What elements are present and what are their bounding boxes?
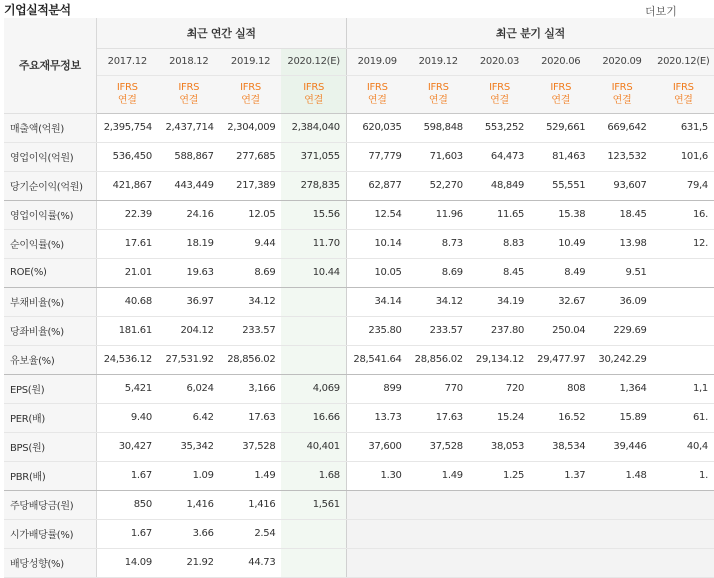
table-cell: 9.51 xyxy=(591,258,652,287)
table-cell xyxy=(469,490,530,519)
table-cell: 40.68 xyxy=(96,287,158,316)
table-cell: 19.63 xyxy=(158,258,220,287)
table-cell: 28,856.02 xyxy=(408,345,469,374)
table-row xyxy=(4,461,714,490)
table-cell: 9.40 xyxy=(96,403,158,432)
table-cell: 11.96 xyxy=(408,200,469,229)
table-cell: 8.83 xyxy=(469,229,530,258)
table-row xyxy=(4,490,714,519)
accounting-standard xyxy=(469,75,530,113)
table-cell: 28,856.02 xyxy=(220,345,282,374)
table-cell: 16.52 xyxy=(530,403,591,432)
table-cell: 250.04 xyxy=(530,316,591,345)
row-label: 당좌비율(%) xyxy=(4,316,96,345)
table-cell: 35,342 xyxy=(158,432,220,461)
table-cell: 22.39 xyxy=(96,200,158,229)
table-cell: 15.89 xyxy=(591,403,652,432)
table-row xyxy=(4,548,714,577)
table-row xyxy=(4,200,714,229)
table-cell: 34.12 xyxy=(408,287,469,316)
annual-header: 최근 연간 실적 xyxy=(96,18,346,48)
table-cell: 10.14 xyxy=(346,229,407,258)
table-row xyxy=(4,374,714,403)
consolidated-label: 연결 xyxy=(241,95,260,106)
table-cell xyxy=(653,258,714,287)
table-cell: 1,416 xyxy=(220,490,282,519)
table-cell xyxy=(653,548,714,577)
table-cell: 24,536.12 xyxy=(96,345,158,374)
table-cell: 217,389 xyxy=(220,171,282,200)
table-cell: 30,242.29 xyxy=(591,345,652,374)
table-cell xyxy=(653,490,714,519)
table-row xyxy=(4,403,714,432)
table-cell: 34.12 xyxy=(220,287,282,316)
table-cell: 669,642 xyxy=(591,113,652,142)
table-cell: 13.73 xyxy=(346,403,407,432)
table-cell: 38,534 xyxy=(530,432,591,461)
table-cell: 62,877 xyxy=(346,171,407,200)
row-label: EPS(원) xyxy=(4,374,96,403)
table-cell: 123,532 xyxy=(591,142,652,171)
table-cell: 27,531.92 xyxy=(158,345,220,374)
table-cell xyxy=(591,519,652,548)
table-cell: 6.42 xyxy=(158,403,220,432)
ifrs-label: IFRS xyxy=(303,82,325,93)
row-label: 유보율(%) xyxy=(4,345,96,374)
row-label: ROE(%) xyxy=(4,258,96,287)
table-row xyxy=(4,258,714,287)
table-cell: 1.49 xyxy=(408,461,469,490)
ifrs-label: IFRS xyxy=(178,82,200,93)
table-cell: 11.65 xyxy=(469,200,530,229)
table-cell: 29,134.12 xyxy=(469,345,530,374)
table-cell: 4,069 xyxy=(281,374,346,403)
table-cell: 1.30 xyxy=(346,461,407,490)
table-cell: 40,4 xyxy=(653,432,714,461)
table-cell: 6,024 xyxy=(158,374,220,403)
table-cell: 15.24 xyxy=(469,403,530,432)
table-row xyxy=(4,519,714,548)
table-row xyxy=(4,113,714,142)
table-cell: 631,5 xyxy=(653,113,714,142)
table-cell: 15.38 xyxy=(530,200,591,229)
table-cell: 34.14 xyxy=(346,287,407,316)
table-cell xyxy=(281,548,346,577)
table-cell xyxy=(530,519,591,548)
table-cell xyxy=(653,287,714,316)
row-label: 배당성향(%) xyxy=(4,548,96,577)
table-cell: 13.98 xyxy=(591,229,652,258)
table-cell xyxy=(346,490,407,519)
table-cell xyxy=(408,548,469,577)
table-cell: 8.69 xyxy=(408,258,469,287)
table-cell: 8.69 xyxy=(220,258,282,287)
table-cell: 8.49 xyxy=(530,258,591,287)
table-cell: 21.92 xyxy=(158,548,220,577)
table-cell xyxy=(653,345,714,374)
table-cell: 720 xyxy=(469,374,530,403)
table-cell xyxy=(281,287,346,316)
row-label: BPS(원) xyxy=(4,432,96,461)
period-header: 2020.12(E) xyxy=(281,48,346,75)
table-cell: 12.54 xyxy=(346,200,407,229)
table-cell: 2,395,754 xyxy=(96,113,158,142)
table-cell: 181.61 xyxy=(96,316,158,345)
accounting-standard xyxy=(530,75,591,113)
table-row xyxy=(4,142,714,171)
row-label: 당기순이익(억원) xyxy=(4,171,96,200)
table-cell: 850 xyxy=(96,490,158,519)
table-row xyxy=(4,432,714,461)
table-cell: 18.19 xyxy=(158,229,220,258)
table-cell: 38,053 xyxy=(469,432,530,461)
consolidated-label: 연결 xyxy=(490,95,509,106)
table-cell: 37,528 xyxy=(220,432,282,461)
table-cell xyxy=(591,548,652,577)
accounting-standard xyxy=(653,75,714,113)
table-cell: 770 xyxy=(408,374,469,403)
table-cell: 1,416 xyxy=(158,490,220,519)
row-label: 영업이익(억원) xyxy=(4,142,96,171)
table-cell: 36.09 xyxy=(591,287,652,316)
table-cell: 93,607 xyxy=(591,171,652,200)
accounting-standard xyxy=(96,75,158,113)
period-header: 2020.12(E) xyxy=(653,48,714,75)
table-cell: 18.45 xyxy=(591,200,652,229)
row-label: PER(배) xyxy=(4,403,96,432)
table-cell: 29,477.97 xyxy=(530,345,591,374)
row-label: 시가배당률(%) xyxy=(4,519,96,548)
table-cell xyxy=(469,519,530,548)
consolidated-label: 연결 xyxy=(428,95,448,106)
table-cell: 1.68 xyxy=(281,461,346,490)
table-cell: 371,055 xyxy=(281,142,346,171)
table-cell xyxy=(653,316,714,345)
consolidated-label: 연결 xyxy=(612,95,632,106)
table-cell xyxy=(530,490,591,519)
ifrs-label: IFRS xyxy=(550,82,572,93)
table-cell: 8.73 xyxy=(408,229,469,258)
period-header: 2020.03 xyxy=(469,48,530,75)
consolidated-label: 연결 xyxy=(673,95,693,106)
row-label: 주당배당금(원) xyxy=(4,490,96,519)
table-row xyxy=(4,171,714,200)
consolidated-label: 연결 xyxy=(367,95,387,106)
accounting-standard xyxy=(591,75,652,113)
row-label: 순이익률(%) xyxy=(4,229,96,258)
table-row xyxy=(4,345,714,374)
more-link[interactable]: 더보기 xyxy=(645,5,677,18)
table-cell: 229.69 xyxy=(591,316,652,345)
table-cell: 235.80 xyxy=(346,316,407,345)
table-cell: 1.67 xyxy=(96,519,158,548)
table-cell: 15.56 xyxy=(281,200,346,229)
table-cell: 536,450 xyxy=(96,142,158,171)
accounting-standard xyxy=(408,75,469,113)
accounting-standard xyxy=(346,75,407,113)
period-header: 2017.12 xyxy=(96,48,158,75)
table-cell: 2.54 xyxy=(220,519,282,548)
table-cell: 529,661 xyxy=(530,113,591,142)
table-cell xyxy=(653,519,714,548)
table-cell: 1.67 xyxy=(96,461,158,490)
table-cell: 1,1 xyxy=(653,374,714,403)
table-cell: 9.44 xyxy=(220,229,282,258)
consolidated-label: 연결 xyxy=(179,95,199,106)
table-cell: 79,4 xyxy=(653,171,714,200)
table-cell: 553,252 xyxy=(469,113,530,142)
accounting-standard xyxy=(158,75,220,113)
table-cell: 81,463 xyxy=(530,142,591,171)
period-header: 2019.12 xyxy=(220,48,282,75)
consolidated-label: 연결 xyxy=(304,95,324,106)
accounting-standard xyxy=(281,75,346,113)
table-cell: 28,541.64 xyxy=(346,345,407,374)
table-cell xyxy=(281,345,346,374)
table-cell: 1.25 xyxy=(469,461,530,490)
table-cell: 32.67 xyxy=(530,287,591,316)
table-cell: 11.70 xyxy=(281,229,346,258)
table-cell: 12.05 xyxy=(220,200,282,229)
quarter-header: 최근 분기 실적 xyxy=(346,18,714,48)
table-cell: 233.57 xyxy=(220,316,282,345)
table-cell xyxy=(469,548,530,577)
table-cell: 2,437,714 xyxy=(158,113,220,142)
period-header: 2020.09 xyxy=(591,48,652,75)
table-cell: 8.45 xyxy=(469,258,530,287)
financial-table xyxy=(4,18,714,578)
table-cell xyxy=(408,519,469,548)
table-cell: 61. xyxy=(653,403,714,432)
table-cell: 421,867 xyxy=(96,171,158,200)
table-cell: 588,867 xyxy=(158,142,220,171)
table-cell: 30,427 xyxy=(96,432,158,461)
table-cell: 21.01 xyxy=(96,258,158,287)
table-cell: 2,384,040 xyxy=(281,113,346,142)
row-label: 부채비율(%) xyxy=(4,287,96,316)
table-cell: 1.48 xyxy=(591,461,652,490)
row-label: 매출액(억원) xyxy=(4,113,96,142)
table-cell: 71,603 xyxy=(408,142,469,171)
label-column-header: 주요재무정보 xyxy=(4,18,96,113)
row-label: PBR(배) xyxy=(4,461,96,490)
consolidated-label: 연결 xyxy=(117,95,137,106)
table-cell: 64,473 xyxy=(469,142,530,171)
table-row xyxy=(4,287,714,316)
ifrs-label: IFRS xyxy=(116,82,138,93)
table-cell: 55,551 xyxy=(530,171,591,200)
table-cell: 10.49 xyxy=(530,229,591,258)
table-cell: 5,421 xyxy=(96,374,158,403)
table-cell: 101,6 xyxy=(653,142,714,171)
table-cell xyxy=(530,548,591,577)
table-cell: 1. xyxy=(653,461,714,490)
period-header: 2019.09 xyxy=(346,48,407,75)
table-cell xyxy=(281,316,346,345)
table-cell xyxy=(346,519,407,548)
table-cell: 40,401 xyxy=(281,432,346,461)
table-cell: 14.09 xyxy=(96,548,158,577)
consolidated-label: 연결 xyxy=(551,95,571,106)
table-cell: 48,849 xyxy=(469,171,530,200)
table-cell: 36.97 xyxy=(158,287,220,316)
accounting-standard xyxy=(220,75,282,113)
table-cell: 16. xyxy=(653,200,714,229)
table-cell: 24.16 xyxy=(158,200,220,229)
table-cell: 17.63 xyxy=(220,403,282,432)
period-header: 2019.12 xyxy=(408,48,469,75)
table-row xyxy=(4,316,714,345)
table-cell: 39,446 xyxy=(591,432,652,461)
table-cell xyxy=(591,490,652,519)
table-cell: 808 xyxy=(530,374,591,403)
table-cell: 3,166 xyxy=(220,374,282,403)
ifrs-label: IFRS xyxy=(427,82,449,93)
table-cell: 899 xyxy=(346,374,407,403)
ifrs-label: IFRS xyxy=(489,82,510,93)
table-cell: 1.09 xyxy=(158,461,220,490)
table-cell: 77,779 xyxy=(346,142,407,171)
period-header: 2020.06 xyxy=(530,48,591,75)
table-cell: 17.63 xyxy=(408,403,469,432)
table-cell: 598,848 xyxy=(408,113,469,142)
ifrs-label: IFRS xyxy=(672,82,694,93)
table-cell xyxy=(281,519,346,548)
table-cell: 44.73 xyxy=(220,548,282,577)
ifrs-label: IFRS xyxy=(611,82,633,93)
table-cell: 620,035 xyxy=(346,113,407,142)
table-cell: 34.19 xyxy=(469,287,530,316)
table-cell: 52,270 xyxy=(408,171,469,200)
table-cell: 278,835 xyxy=(281,171,346,200)
table-cell xyxy=(346,548,407,577)
table-cell: 1,364 xyxy=(591,374,652,403)
table-cell: 233.57 xyxy=(408,316,469,345)
table-cell: 277,685 xyxy=(220,142,282,171)
row-label: 영업이익률(%) xyxy=(4,200,96,229)
table-cell: 3.66 xyxy=(158,519,220,548)
table-cell: 237.80 xyxy=(469,316,530,345)
table-cell: 16.66 xyxy=(281,403,346,432)
table-cell: 204.12 xyxy=(158,316,220,345)
table-cell: 443,449 xyxy=(158,171,220,200)
period-header: 2018.12 xyxy=(158,48,220,75)
section-title: 기업실적분석 xyxy=(4,3,71,17)
ifrs-label: IFRS xyxy=(366,82,388,93)
table-cell: 1.49 xyxy=(220,461,282,490)
table-row xyxy=(4,229,714,258)
table-cell: 1,561 xyxy=(281,490,346,519)
table-cell: 37,528 xyxy=(408,432,469,461)
table-cell: 10.44 xyxy=(281,258,346,287)
table-cell: 2,304,009 xyxy=(220,113,282,142)
table-cell xyxy=(408,490,469,519)
table-cell: 12. xyxy=(653,229,714,258)
table-cell: 10.05 xyxy=(346,258,407,287)
table-cell: 17.61 xyxy=(96,229,158,258)
table-cell: 37,600 xyxy=(346,432,407,461)
table-cell: 1.37 xyxy=(530,461,591,490)
ifrs-label: IFRS xyxy=(240,82,261,93)
